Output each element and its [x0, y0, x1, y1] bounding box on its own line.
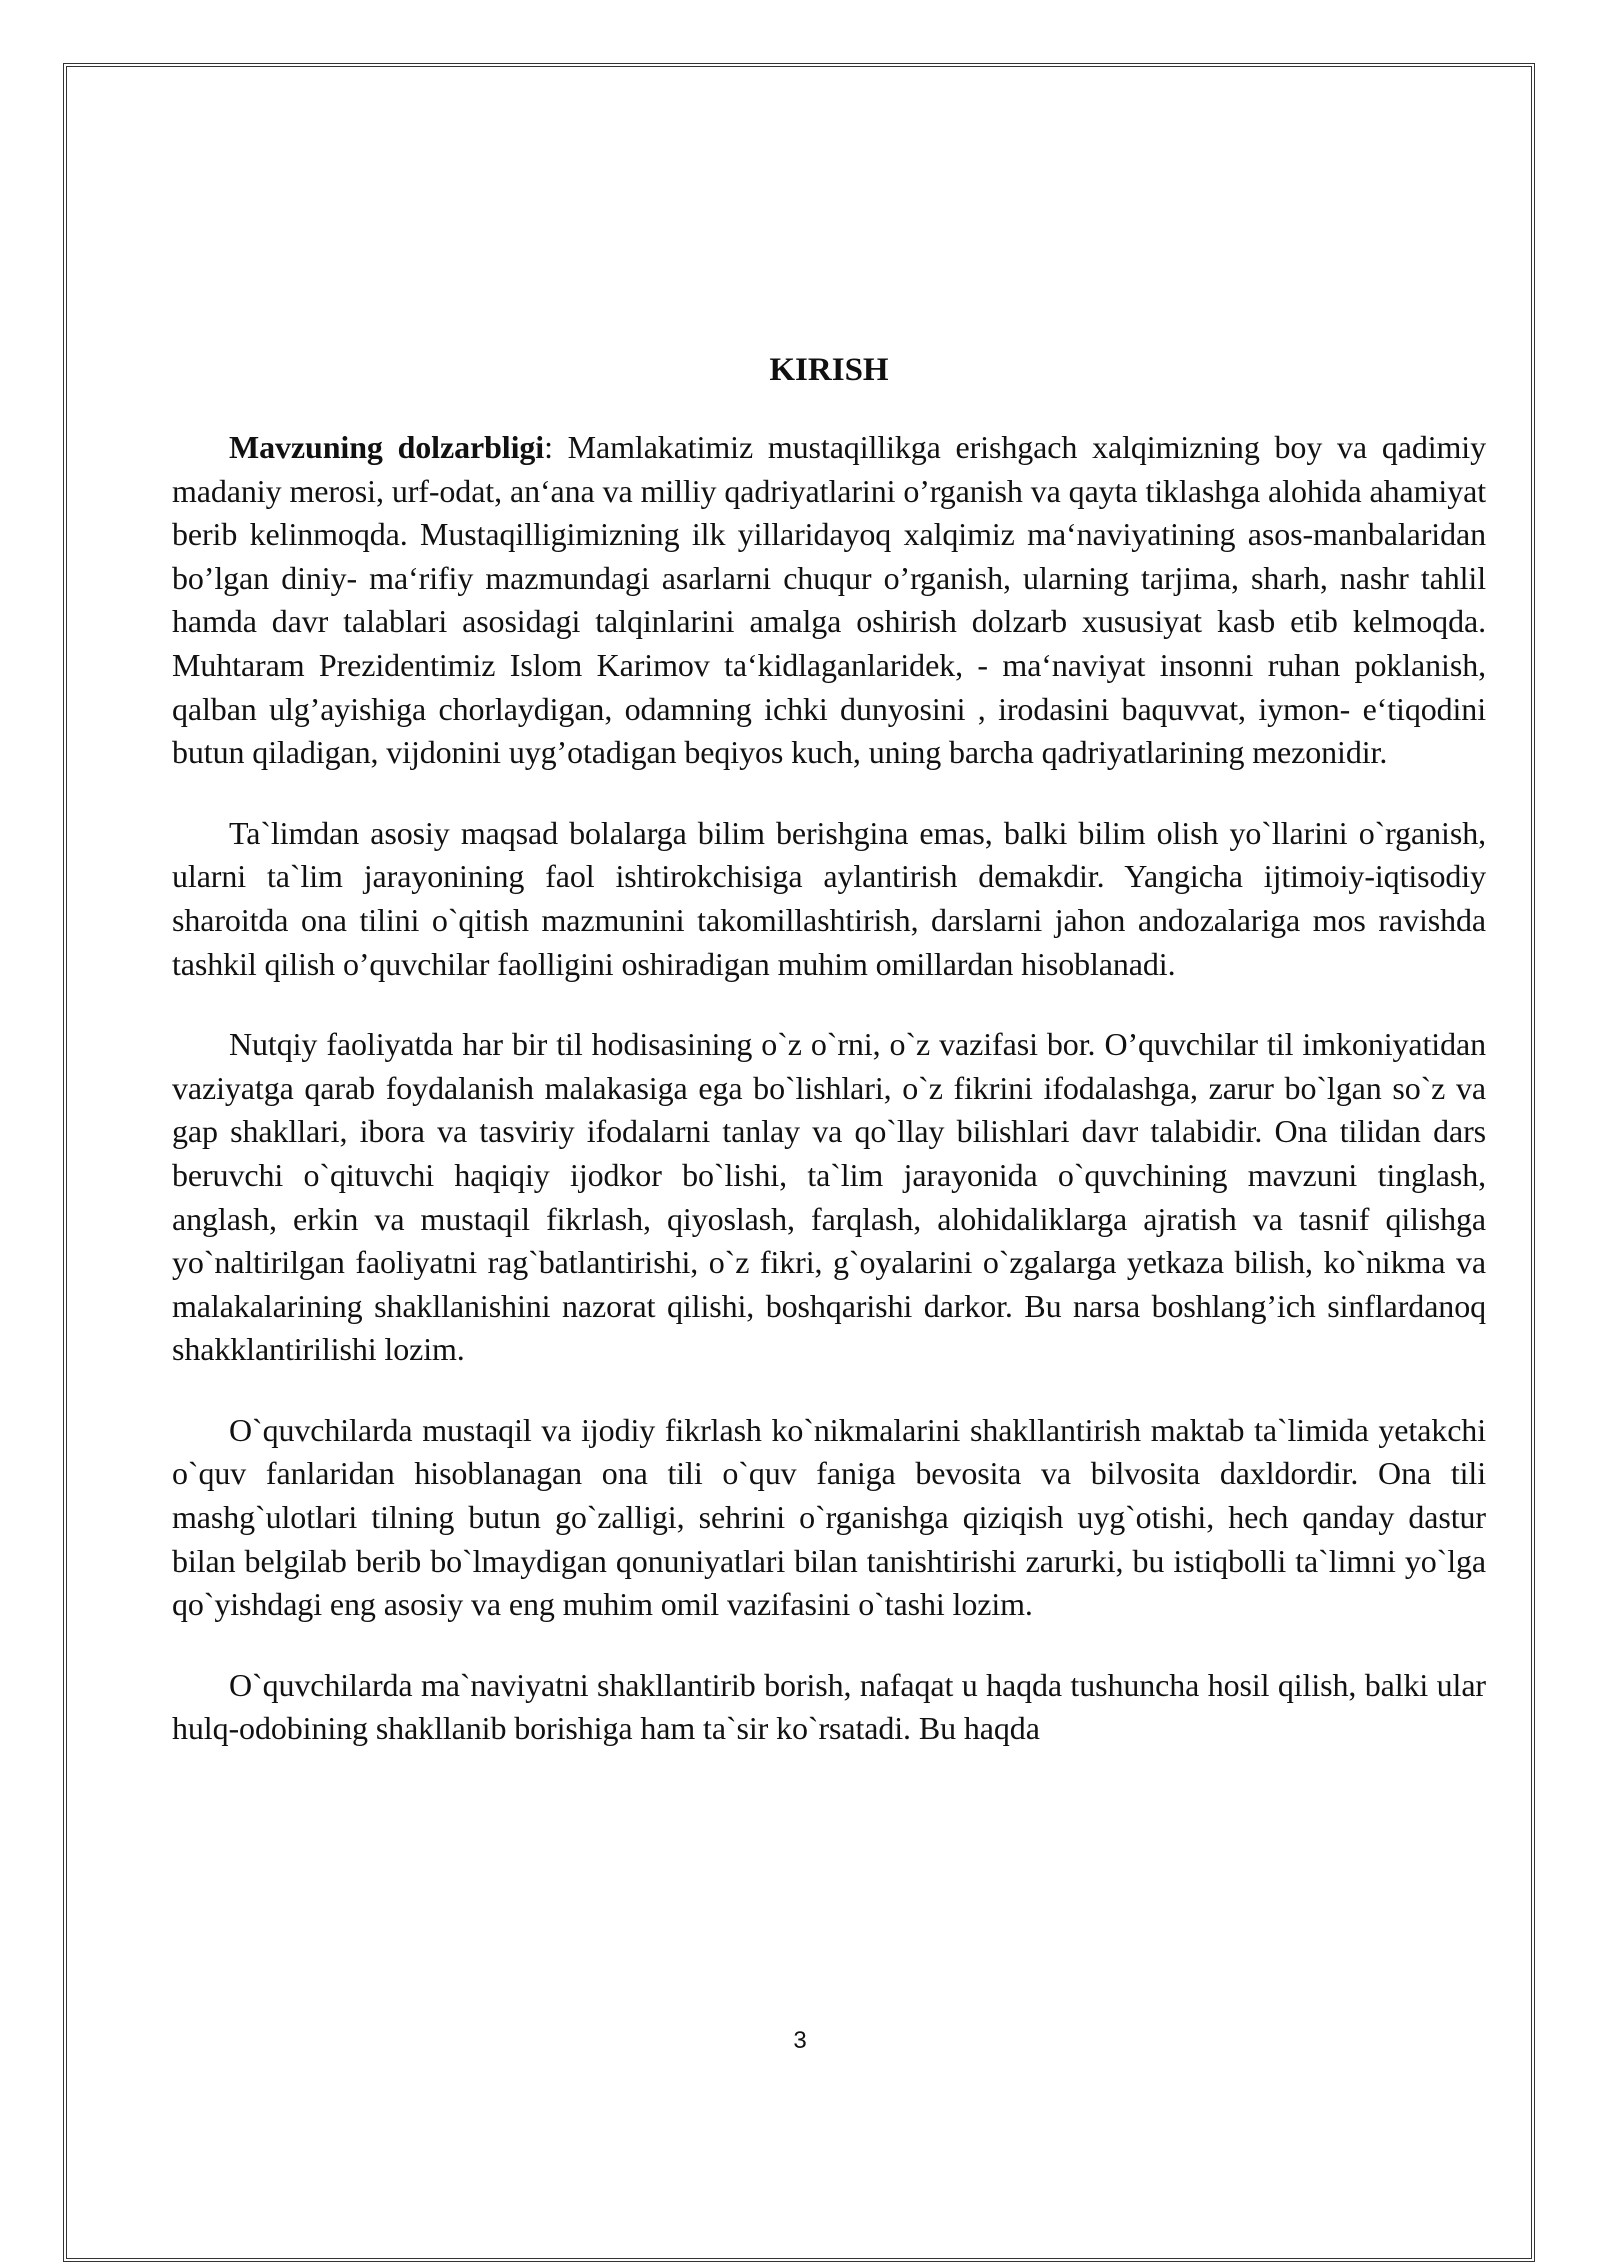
section-title: KIRISH	[769, 352, 889, 388]
paragraph-independent-thinking	[172, 1409, 1486, 1627]
paragraph-text: Nutqiy faoliyatda har bir til hodisasining o`z o`rni, o`z vazifasi bor. O’quvchilar til imkoniyatidan vaziyatga qarab foydalanish malakasiga ega bo`lishlari, o`z fikrini ifodalashga, zarur bo`lgan so`z va gap shakllari, ibora va tasviriy ifodalarni tanlay va qo`llay bilishlari davr talabidir. Ona tilidan dars beruvchi o`qituvchi haqiqiy ijodkor bo`lishi, ta`lim jarayonida o`quvchining mavzuni tinglash, anglash, erkin va mustaqil fikrlash, qiyoslash, farqlash, alohidaliklarga ajratish va tasnif qilishga yo`naltirilgan faoliyatni rag`batlantirishi, o`z fikri, g`oyalarini o`zgalarga yetkaza bilish, ko`nikma va malakalarining shakllanishini nazorat qilishi, boshqarishi darkor. Bu narsa boshlang’ich sinflardanoq shakklantirilishi lozim.	[172, 1026, 1486, 1368]
document-body	[172, 344, 1486, 1751]
paragraph-lead-heading: Mavzuning dolzarbligi	[229, 429, 545, 465]
paragraph-text: O`quvchilarda mustaqil va ijodiy fikrlash ko`nikmalarini shakllantirish maktab ta`limida yetakchi o`quv fanlaridan hisoblanagan ona tili o`quv faniga bevosita va bilvosita daxldordir. Ona tili mashg`ulotlari tilning butun go`zalligi, sehrini o`rganishga qiziqish uyg`otishi, hech qanday dastur bilan belgilab berib bo`lmaydigan qonuniyatlari bilan tanishtirishi zarurki, bu istiqbolli ta`limni yo`lga qo`yishdagi eng asosiy va eng muhim omil vazifasini o`tashi lozim.	[172, 1411, 1486, 1623]
paragraph-text: Ta`limdan asosiy maqsad bolalarga bilim berishgina emas, balki bilim olish yo`llarini o`rganish, ularni ta`lim jarayonining faol ishtirokchisiga aylantirish demakdir. Yangicha ijtimoiy-iqtisodiy sharoitda ona tilini o`qitish mazmunini takomillashtirish, darslarni jahon andozalariga mos ravishda tashkil qilish o’quvchilar faolligini oshiradigan muhim omillardan hisoblanadi.	[172, 814, 1486, 982]
paragraph-relevance	[172, 426, 1486, 775]
paragraph-education-goal	[172, 812, 1486, 986]
paragraph-text: : Mamlakatimiz mustaqillikga erishgach xalqimizning boy va qadimiy madaniy merosi, urf-odat, an‘ana va milliy qadriyatlarini o’rganish va qayta tiklashga alohida ahamiyat berib kelinmoqda. Mustaqilligimizning ilk yillaridayoq xalqimiz ma‘naviyatining asos-manbalaridan bo’lgan diniy- ma‘rifiy mazmundagi asarlarni chuqur o’rganish, ularning tarjima, sharh, nashr tahlil hamda davr talablari asosidagi talqinlarini amalga oshirish dolzarb xususiyat kasb etib kelmoqda. Muhtaram Prezidentimiz Islom Karimov ta‘kidlaganlaridek, - ma‘naviyat insonni ruhan poklanish, qalban ulg’ayishiga chorlaydigan, odamning ichki dunyosini , irodasini baquvvat, iymon- e‘tiqodini butun qiladigan, vijdonini uyg’otadigan beqiyos kuch, uning barcha qadriyatlarining mezonidir.	[172, 429, 1487, 771]
page-number: 3	[793, 2027, 807, 2054]
paragraph-speech-activity	[172, 1023, 1486, 1372]
paragraph-text: O`quvchilarda ma`naviyatni shakllantirib borish, nafaqat u haqda tushuncha hosil qilish, balki ular hulq-odobining shakllanib borishiga ham ta`sir ko`rsatadi. Bu haqda	[172, 1666, 1486, 1747]
paragraph-spirituality	[172, 1664, 1486, 1751]
